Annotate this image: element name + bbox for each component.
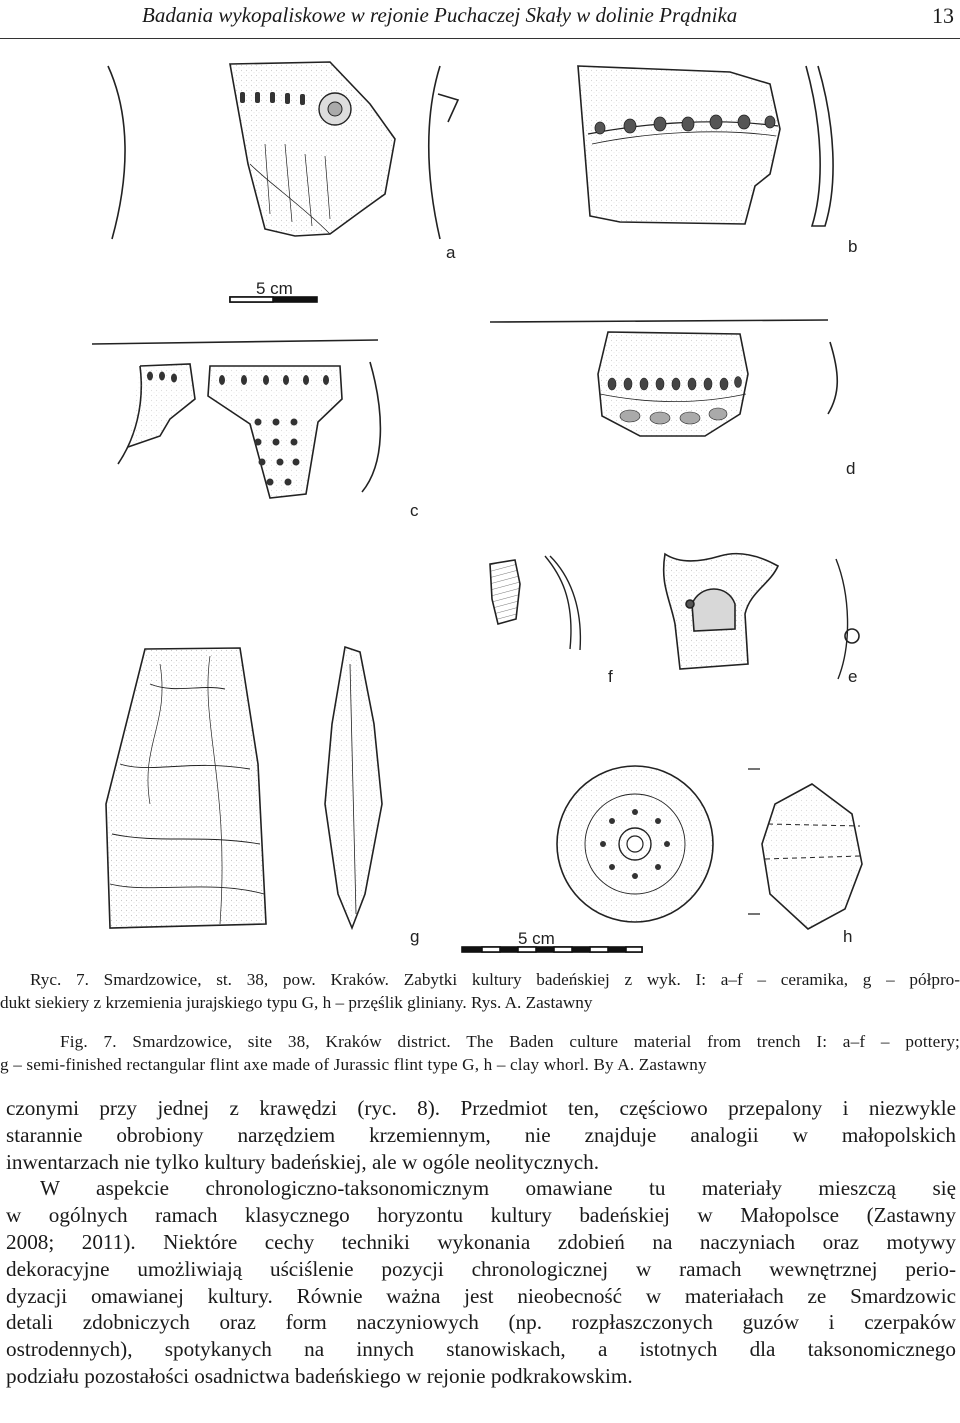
caption-en-line-2: g – semi-finished rectangular flint axe made of Jurassic flint type G, h – clay whorl. By A. Zastawny: [0, 1055, 707, 1074]
body-line: czonymi przy jednej z krawędzi (ryc. 8). Przedmiot ten, częściowo przepalony i niezwykle: [6, 1096, 956, 1120]
body-line: dekoracyjne umożliwiają uściślenie pozycji chronologicznej w ramach wewnętrznej perio-: [6, 1256, 956, 1281]
body-line: dyzacji omawianej kultury. Równie ważna jest nieobecność w materiałach ze Smardzowic: [6, 1283, 956, 1308]
sherd-e: [664, 554, 859, 679]
label-d: d: [846, 459, 856, 478]
paragraph-2: [6, 1175, 956, 1389]
body-line: ostrodennych), spotykanych na innych stanowiskach, a istotnych dla taksonomicznego: [6, 1337, 956, 1362]
caption-english: [0, 1030, 960, 1076]
sherd-d: [490, 320, 837, 436]
caption-pl-line-1: Ryc. 7. Smardzowice, st. 38, pow. Kraków. Zabytki kultury badeńskiej z wyk. I: a–f – ceramika, g – półpro-: [30, 970, 960, 989]
body-line: detali zdobniczych oraz form naczyniowych (np. rozpłaszczonych guzów i czerpaków: [6, 1310, 956, 1335]
running-title: Badania wykopaliskowe w rejonie Puchaczej Skały w dolinie Prądnika: [142, 3, 738, 27]
sherd-b: [578, 66, 833, 226]
body-line: 2008; 2011). Niektóre cechy techniki wykonania zdobień na naczyniach oraz motywy: [6, 1229, 956, 1254]
body-line: starannie obrobiony narzędziem krzemiennym, nie znajduje analogii w małopolskich: [6, 1122, 956, 1147]
body-line: podziału pozostałości osadnictwa badeńskiego w rejonie podkrakowskim.: [6, 1363, 633, 1388]
label-c: c: [410, 501, 419, 520]
caption-polish: [0, 968, 960, 1014]
sherd-c: [92, 340, 380, 498]
body-line: inwentarzach nie tylko kultury badeńskiej, ale w ogóle neolitycznych.: [6, 1149, 600, 1174]
label-e: e: [848, 667, 858, 686]
page-header: [0, 0, 960, 39]
paragraph-1: [6, 1095, 956, 1175]
clay-whorl-h: [557, 766, 862, 929]
figure-7-illustration: [0, 44, 960, 964]
body-line: w ogólnych ramach klasycznego horyzontu kultury badeńskiej w Małopolsce (Zastawny: [6, 1203, 956, 1228]
label-f: f: [608, 667, 613, 686]
label-h: h: [843, 927, 853, 946]
flint-axe-g: [106, 647, 382, 928]
body-text: [6, 1095, 956, 1390]
body-line: W aspekcie chronologiczno-taksonomicznym omawiane tu materiały mieszczą się: [40, 1176, 956, 1201]
label-g: g: [410, 927, 420, 946]
page-number: 13: [932, 3, 954, 28]
scale-label-top: 5 cm: [256, 279, 293, 298]
sherd-a: [108, 62, 458, 239]
caption-en-line-1: Fig. 7. Smardzowice, site 38, Kraków district. The Baden culture material from trench I: a–f – pottery;: [60, 1032, 960, 1051]
scale-label-bottom: 5 cm: [518, 929, 555, 948]
label-a: a: [446, 243, 456, 262]
label-b: b: [848, 237, 858, 256]
sherd-f: [490, 556, 580, 650]
caption-pl-line-2: dukt siekiery z krzemienia jurajskiego typu G, h – przęślik gliniany. Rys. A. Zastawny: [0, 993, 593, 1012]
